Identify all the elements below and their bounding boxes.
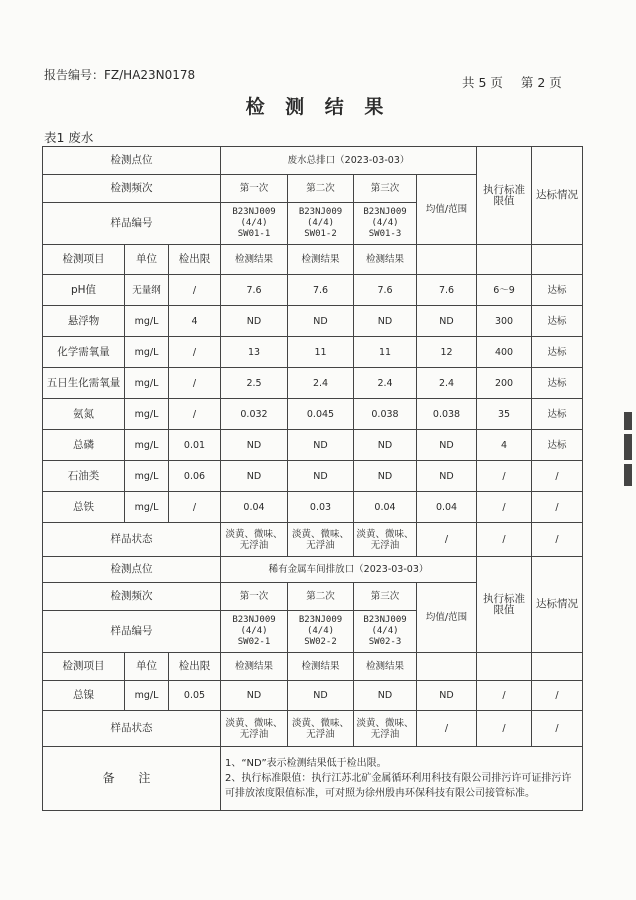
remark-line-1: 1、“ND”表示检测结果低于检出限。 [225, 758, 387, 769]
cell-unit: mg/L [125, 461, 169, 492]
cell-std: 6～9 [477, 275, 532, 306]
cell-avg: ND [417, 681, 477, 711]
limit-header: 检出限 [169, 245, 221, 275]
empty-cell [532, 245, 583, 275]
remarks-text [221, 747, 583, 811]
table-row [43, 306, 583, 337]
table-label: 表1 废水 [44, 130, 94, 145]
cell-avg: 0.038 [417, 399, 477, 430]
cell-limit: / [169, 275, 221, 306]
cell-r2: 2.4 [288, 368, 354, 399]
cell-r1: ND [221, 430, 288, 461]
cell-r3: ND [354, 681, 417, 711]
cell-limit: 0.01 [169, 430, 221, 461]
s1-state-3: 淡黄、微味、 无浮油 [354, 523, 417, 557]
cell-r2: 0.045 [288, 399, 354, 430]
table-row [43, 461, 583, 492]
result-header-2: 检测结果 [288, 653, 354, 681]
s2-state-avg: / [417, 711, 477, 747]
cell-r3: 11 [354, 337, 417, 368]
s2-point-value: 稀有金属车间排放口（2023-03-03） [221, 557, 477, 583]
cell-r3: ND [354, 461, 417, 492]
cell-avg: ND [417, 306, 477, 337]
empty-cell [477, 653, 532, 681]
s1-state-1: 淡黄、微味、 无浮油 [221, 523, 288, 557]
cell-r1: 0.04 [221, 492, 288, 523]
cell-ok: 达标 [532, 306, 583, 337]
cell-limit: 0.06 [169, 461, 221, 492]
s2-ok-header: 达标情况 [532, 557, 583, 653]
empty-cell [417, 245, 477, 275]
cell-r1: 13 [221, 337, 288, 368]
s2-state-label: 样品状态 [43, 711, 221, 747]
empty-cell [417, 653, 477, 681]
cell-avg: 7.6 [417, 275, 477, 306]
cell-std: 200 [477, 368, 532, 399]
cell-r2: 7.6 [288, 275, 354, 306]
result-header-1: 检测结果 [221, 653, 288, 681]
s1-state-avg: / [417, 523, 477, 557]
cell-r1: ND [221, 306, 288, 337]
s1-point-row [43, 147, 583, 175]
cell-unit: 无量纲 [125, 275, 169, 306]
cell-unit: mg/L [125, 368, 169, 399]
cell-avg: 0.04 [417, 492, 477, 523]
cell-limit: 0.05 [169, 681, 221, 711]
cell-unit: mg/L [125, 399, 169, 430]
page-info [462, 73, 576, 91]
page-title: 检 测 结 果 [245, 96, 391, 118]
cell-ok: 达标 [532, 430, 583, 461]
s1-freq-3: 第三次 [354, 175, 417, 203]
cell-ok: / [532, 492, 583, 523]
cell-avg: 2.4 [417, 368, 477, 399]
cell-r2: 11 [288, 337, 354, 368]
s1-colheader-row [43, 245, 583, 275]
cell-limit: / [169, 337, 221, 368]
cell-std: 4 [477, 430, 532, 461]
remarks-label: 备 注 [43, 747, 221, 811]
results-table [42, 146, 583, 811]
s1-freq-label: 检测频次 [43, 175, 221, 203]
s2-freq-3: 第三次 [354, 583, 417, 611]
cell-r2: ND [288, 306, 354, 337]
cell-unit: mg/L [125, 430, 169, 461]
s1-freq-2: 第二次 [288, 175, 354, 203]
cell-r2: ND [288, 461, 354, 492]
cell-r1: ND [221, 681, 288, 711]
cell-ok: 达标 [532, 399, 583, 430]
cell-item: 石油类 [43, 461, 125, 492]
cell-r2: 0.03 [288, 492, 354, 523]
s2-freq-1: 第一次 [221, 583, 288, 611]
cell-ok: 达标 [532, 337, 583, 368]
cell-item: pH值 [43, 275, 125, 306]
remark-line-2: 2、执行标准限值：执行江苏北矿金属循环利用科技有限公司排污许可证排污许可排放浓度限值标准，可对照为徐州殷冉环保科技有限公司接管标准。 [225, 773, 572, 799]
s2-sample-1: B23NJ009 (4/4) SW02-1 [221, 611, 288, 653]
cell-unit: mg/L [125, 492, 169, 523]
table-row [43, 399, 583, 430]
total-pages: 共 5 页 [462, 75, 503, 90]
binding-mark [620, 408, 634, 516]
cell-std: 300 [477, 306, 532, 337]
cell-item: 总铁 [43, 492, 125, 523]
cell-item: 总磷 [43, 430, 125, 461]
s1-state-label: 样品状态 [43, 523, 221, 557]
page-number: 第 2 页 [520, 75, 562, 90]
cell-limit: 4 [169, 306, 221, 337]
cell-std: / [477, 492, 532, 523]
cell-r1: 2.5 [221, 368, 288, 399]
s1-point-value: 废水总排口（2023-03-03） [221, 147, 477, 175]
cell-std: 35 [477, 399, 532, 430]
s2-state-row [43, 711, 583, 747]
report-number: 报告编号：FZ/HA23N0178 [44, 68, 196, 82]
s2-point-label: 检测点位 [43, 557, 221, 583]
cell-avg: ND [417, 430, 477, 461]
s1-std-header: 执行标准限值 [477, 147, 532, 245]
empty-cell [532, 653, 583, 681]
s1-avg-header: 均值/范围 [417, 175, 477, 245]
s2-state-std: / [477, 711, 532, 747]
cell-std: 400 [477, 337, 532, 368]
s1-state-2: 淡黄、微味、 无浮油 [288, 523, 354, 557]
s1-sample-2: B23NJ009 (4/4) SW01-2 [288, 203, 354, 245]
cell-limit: / [169, 492, 221, 523]
cell-r2: ND [288, 681, 354, 711]
table-row [43, 368, 583, 399]
empty-cell [477, 245, 532, 275]
cell-r1: ND [221, 461, 288, 492]
s2-point-row [43, 557, 583, 583]
s1-ok-header: 达标情况 [532, 147, 583, 245]
cell-r3: 0.038 [354, 399, 417, 430]
cell-unit: mg/L [125, 337, 169, 368]
cell-item: 化学需氧量 [43, 337, 125, 368]
unit-header: 单位 [125, 653, 169, 681]
cell-avg: 12 [417, 337, 477, 368]
s1-state-row [43, 523, 583, 557]
s2-sample-label: 样品编号 [43, 611, 221, 653]
cell-r2: ND [288, 430, 354, 461]
s2-sample-2: B23NJ009 (4/4) SW02-2 [288, 611, 354, 653]
table-row [43, 681, 583, 711]
cell-limit: / [169, 399, 221, 430]
cell-unit: mg/L [125, 306, 169, 337]
table-row [43, 430, 583, 461]
table-row [43, 275, 583, 306]
table-row [43, 337, 583, 368]
limit-header: 检出限 [169, 653, 221, 681]
cell-avg: ND [417, 461, 477, 492]
result-header-3: 检测结果 [354, 653, 417, 681]
remarks-row [43, 747, 583, 811]
cell-r1: 7.6 [221, 275, 288, 306]
cell-r3: ND [354, 306, 417, 337]
s2-freq-label: 检测频次 [43, 583, 221, 611]
cell-r1: 0.032 [221, 399, 288, 430]
s1-state-std: / [477, 523, 532, 557]
s1-sample-label: 样品编号 [43, 203, 221, 245]
s2-state-ok: / [532, 711, 583, 747]
cell-ok: 达标 [532, 368, 583, 399]
cell-r3: 7.6 [354, 275, 417, 306]
cell-unit: mg/L [125, 681, 169, 711]
cell-r3: 2.4 [354, 368, 417, 399]
result-header-3: 检测结果 [354, 245, 417, 275]
cell-r3: 0.04 [354, 492, 417, 523]
s1-sample-3: B23NJ009 (4/4) SW01-3 [354, 203, 417, 245]
s2-std-header: 执行标准限值 [477, 557, 532, 653]
s1-sample-1: B23NJ009 (4/4) SW01-1 [221, 203, 288, 245]
s1-state-ok: / [532, 523, 583, 557]
s2-state-2: 淡黄、微味、 无浮油 [288, 711, 354, 747]
cell-limit: / [169, 368, 221, 399]
cell-std: / [477, 681, 532, 711]
s2-state-3: 淡黄、微味、 无浮油 [354, 711, 417, 747]
cell-r3: ND [354, 430, 417, 461]
s2-avg-header: 均值/范围 [417, 583, 477, 653]
s1-freq-1: 第一次 [221, 175, 288, 203]
cell-item: 悬浮物 [43, 306, 125, 337]
cell-item: 氨氮 [43, 399, 125, 430]
s2-sample-3: B23NJ009 (4/4) SW02-3 [354, 611, 417, 653]
result-header-2: 检测结果 [288, 245, 354, 275]
cell-ok: / [532, 461, 583, 492]
item-header: 检测项目 [43, 245, 125, 275]
unit-header: 单位 [125, 245, 169, 275]
s2-colheader-row [43, 653, 583, 681]
cell-item: 总镍 [43, 681, 125, 711]
cell-std: / [477, 461, 532, 492]
cell-ok: / [532, 681, 583, 711]
cell-item: 五日生化需氧量 [43, 368, 125, 399]
s1-point-label: 检测点位 [43, 147, 221, 175]
cell-ok: 达标 [532, 275, 583, 306]
s2-freq-2: 第二次 [288, 583, 354, 611]
result-header-1: 检测结果 [221, 245, 288, 275]
s2-state-1: 淡黄、微味、 无浮油 [221, 711, 288, 747]
table-row [43, 492, 583, 523]
item-header: 检测项目 [43, 653, 125, 681]
